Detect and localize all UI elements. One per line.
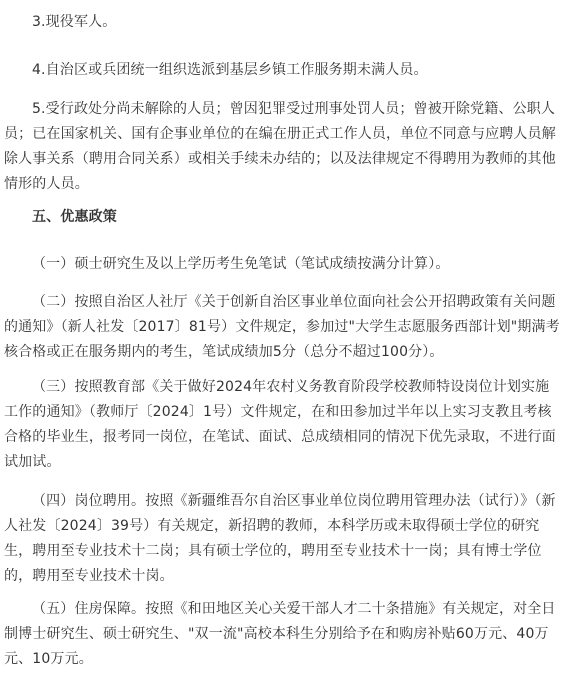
policy-paragraph-5: （五）住房保障。按照《和田地区关心关爱干部人才二十条措施》有关规定，对全日制博士研究生、硕士研究生、"双一流"高校本科生分别给予在和购房补贴60万元、40万元、10万元。 xyxy=(4,601,556,667)
paragraph-item-5: 5.受行政处分尚未解除的人员；曾因犯罪受过刑事处罚人员；曾被开除党籍、公职人员；已在国家机关、国有企事业单位的在编在册正式工作人员，单位不同意与应聘人员解除人事关系（聘用合同关系）或相关手续未办结的；以及法律规定不得聘用为教师的其他情形的人员。 xyxy=(4,101,556,192)
section-heading-preferential-policy: 五、优惠政策 xyxy=(32,209,117,225)
paragraph-item-4: 4.自治区或兵团统一组织选派到基层乡镇工作服务期未满人员。 xyxy=(32,62,428,78)
policy-paragraph-1: （一）硕士研究生及以上学历考生免笔试（笔试成绩按满分计算）。 xyxy=(32,256,450,272)
policy-paragraph-2: （二）按照自治区人社厅《关于创新自治区事业单位面向社会公开招聘政策有关问题的通知》（新人社发〔2017〕81号）文件规定，参加过"大学生志愿服务西部计划"期满考核合格或正在服务期内的考生，笔试成绩加5分（总分不超过100分）。 xyxy=(4,294,560,360)
policy-paragraph-4: （四）岗位聘用。按照《新疆维吾尔自治区事业单位岗位聘用管理办法（试行）》（新人社发〔2024〕39号）有关规定，新招聘的教师，本科学历或未取得硕士学位的研究生，聘用至专业技术十二岗；具有硕士学位的，聘用至专业技术十一岗；具有博士学位的，聘用至专业技术十岗。 xyxy=(4,493,556,584)
paragraph-item-3: 3.现役军人。 xyxy=(32,14,117,30)
policy-paragraph-3: （三）按照教育部《关于做好2024年农村义务教育阶段学校教师特设岗位计划实施工作的通知》（教师厅〔2024〕1号）文件规定，在和田参加过半年以上实习支教且考核合格的毕业生，报考同一岗位，在笔试、面试、总成绩相同的情况下优先录取，不进行面试加试。 xyxy=(4,379,556,470)
